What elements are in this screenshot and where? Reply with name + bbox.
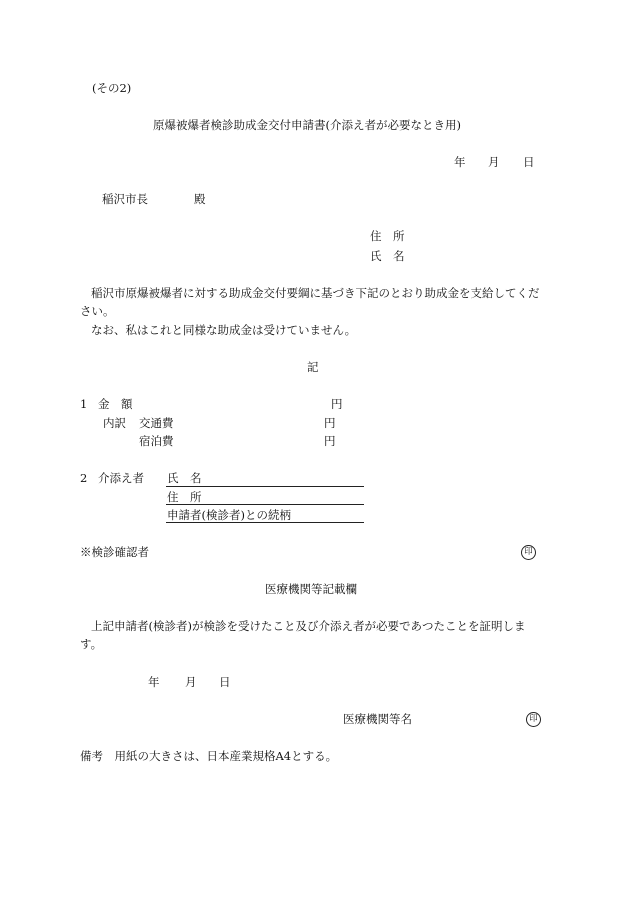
medical-cert-line-1: 上記申請者(検診者)が検診を受けたこと及び介添え者が必要であつたことを証明しま xyxy=(91,619,526,633)
medical-cert-line-2: す。 xyxy=(80,637,103,651)
attendant-name-line xyxy=(166,486,364,487)
lodging-label: 宿泊費 xyxy=(139,434,174,448)
attendant-address-label: 住 所 xyxy=(167,490,202,504)
institution-seal: 印 xyxy=(526,712,541,727)
section1-label: 金 額 xyxy=(98,397,133,411)
section1-yen: 円 xyxy=(331,397,343,411)
date-month-label: 月 xyxy=(488,155,500,169)
remarks: 備考 用紙の大きさは、日本産業規格A4とする。 xyxy=(80,749,338,763)
date-year-label: 年 xyxy=(454,155,466,169)
attendant-name-label: 氏 名 xyxy=(167,471,202,485)
applicant-address-label: 住 所 xyxy=(370,229,405,243)
transport-label: 交通費 xyxy=(139,416,174,430)
attendant-relation-line xyxy=(166,522,364,523)
transport-yen: 円 xyxy=(324,416,336,430)
medical-year-label: 年 xyxy=(148,675,160,689)
medical-month-label: 月 xyxy=(185,675,197,689)
medical-day-label: 日 xyxy=(219,675,231,689)
ki-heading: 記 xyxy=(307,360,319,374)
date-day-label: 日 xyxy=(523,155,535,169)
section1-number: 1 xyxy=(80,397,88,411)
confirmer-seal: 印 xyxy=(521,545,536,560)
addressee-name: 稲沢市長 xyxy=(102,192,148,206)
medical-heading: 医療機関等記載欄 xyxy=(265,582,357,596)
body-line-2: さい。 xyxy=(80,304,115,318)
confirmer-label: ※検診確認者 xyxy=(80,545,149,559)
section2-label: 介添え者 xyxy=(98,471,144,485)
attendant-relation-label: 申請者(検診者)との続柄 xyxy=(167,508,291,522)
attendant-address-line xyxy=(166,504,364,505)
addressee-honorific: 殿 xyxy=(194,192,206,206)
document-title: 原爆被爆者検診助成金交付申請書(介添え者が必要なとき用) xyxy=(153,118,461,132)
breakdown-label: 内訳 xyxy=(103,416,126,430)
institution-label: 医療機関等名 xyxy=(343,712,412,726)
applicant-name-label: 氏 名 xyxy=(370,249,405,263)
body-line-3: なお、私はこれと同様な助成金は受けていません。 xyxy=(91,323,357,337)
form-number: (その2) xyxy=(92,81,132,95)
body-line-1: 稲沢市原爆被爆者に対する助成金交付要綱に基づき下記のとおり助成金を支給してくだ xyxy=(91,286,540,300)
section2-number: 2 xyxy=(80,471,88,485)
lodging-yen: 円 xyxy=(324,434,336,448)
